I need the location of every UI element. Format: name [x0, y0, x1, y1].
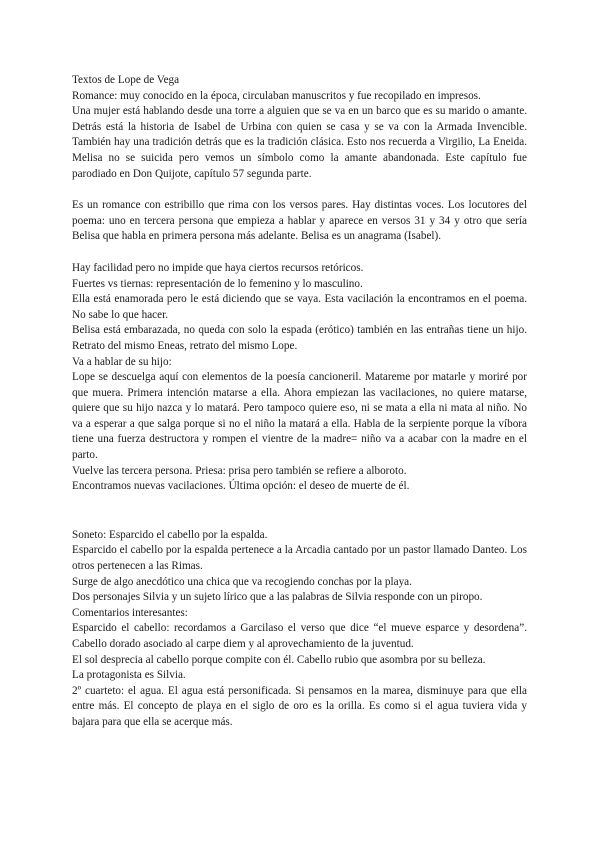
paragraph: Comentarios interesantes:	[72, 606, 188, 619]
paragraph: 2º cuarteto: el agua. El agua está personificada. Si pensamos en la marea, disminuye para que ella entre más. El concepto de playa en el siglo de oro es la orilla. Es como si el agua tuviera vida y bajara para que ella se acerque más.	[72, 684, 527, 728]
paragraph: Dos personajes Silvia y un sujeto lírico que a las palabras de Silvia responde con un piropo.	[72, 591, 483, 604]
paragraph: Va a hablar de su hijo:	[72, 355, 172, 368]
paragraph: Ella está enamorada pero le está diciendo que se vaya. Esta vacilación la encontramos en el poema. No sabe lo que hacer.	[72, 293, 527, 321]
sonnet-heading: Soneto: Esparcido el cabello por la espalda.	[72, 528, 268, 541]
paragraph: Hay facilidad pero no impide que haya ciertos recursos retóricos.	[72, 261, 364, 274]
paragraph: Lope se descuelga aquí con elementos de la poesía cancioneril. Matareme por matarle y moriré por que muera. Primera intención matarse a ella. Ahora empiezan las vacilaciones, no quiere matarse, quiere que su hijo nazca y lo matará. Pero tampoco quiere eso, ni se mata a ella ni mata al niño. No va a esperar a que salga porque si no el niño la matará a ella. Habla de la serpiente porque la víbora tiene una fuerza destructora y rompen el vientre de la madre= niño va a acabar con la madre en el parto.	[72, 371, 527, 462]
paragraph: La protagonista es Silvia.	[72, 669, 186, 682]
paragraph: Es un romance con estribillo que rima con los versos pares. Hay distintas voces. Los locutores del poema: uno en tercera persona que empieza a hablar y aparece en versos 31 y 34 y otro que sería Belisa que habla en primera persona más adelante. Belisa es un anagrama (Isabel).	[72, 199, 527, 243]
paragraph: Surge de algo anecdótico una chica que va recogiendo conchas por la playa.	[72, 575, 412, 588]
paragraph: Esparcido el cabello por la espalda pertenece a la Arcadia cantado por un pastor llamado Danteo. Los otros pertenecen a las Rimas.	[72, 544, 527, 573]
paragraph: Una mujer está hablando desde una torre a alguien que se va en un barco que es su marido o amante. Detrás está la historia de Isabel de Urbina con quien se casa y se va con la Armada Invencible. También hay una tradición detrás que es la tradición clásica. Esto nos recuerda a Virgilio, La Eneida. Melisa no se suicida pero vemos un símbolo como la amante abandonada. Este capítulo fue parodiado en Don Quijote, capítulo 57 segunda parte.	[72, 105, 527, 180]
paragraph: Esparcido el cabello: recordamos a Garcilaso el verso que dice “el mueve esparce y desordena”. Cabello dorado asociado al carpe diem y al aprovechamiento de la juventud.	[72, 622, 527, 650]
paragraph: Encontramos nuevas vacilaciones. Última opción: el deseo de muerte de él.	[72, 480, 410, 493]
spacer	[72, 495, 527, 528]
paragraph: Vuelve las tercera persona. Priesa: prisa pero también se refiere a alboroto.	[72, 464, 407, 477]
paragraph: El sol desprecia al cabello porque compite con él. Cabello rubio que asombra por su belleza.	[72, 653, 486, 666]
paragraph: Fuertes vs tiernas: representación de lo femenino y lo masculino.	[72, 277, 363, 290]
paragraph: Belisa está embarazada, no queda con solo la espada (erótico) también en las entrañas tiene un hijo. Retrato del mismo Eneas, retrato del mismo Lope.	[72, 324, 527, 352]
document-page	[72, 73, 527, 731]
spacer	[72, 182, 527, 198]
spacer	[72, 245, 527, 261]
document-title: Textos de Lope de Vega	[72, 74, 180, 86]
paragraph: Romance: muy conocido en la época, circulaban manuscritos y fue recopilado en impresos.	[72, 89, 481, 102]
